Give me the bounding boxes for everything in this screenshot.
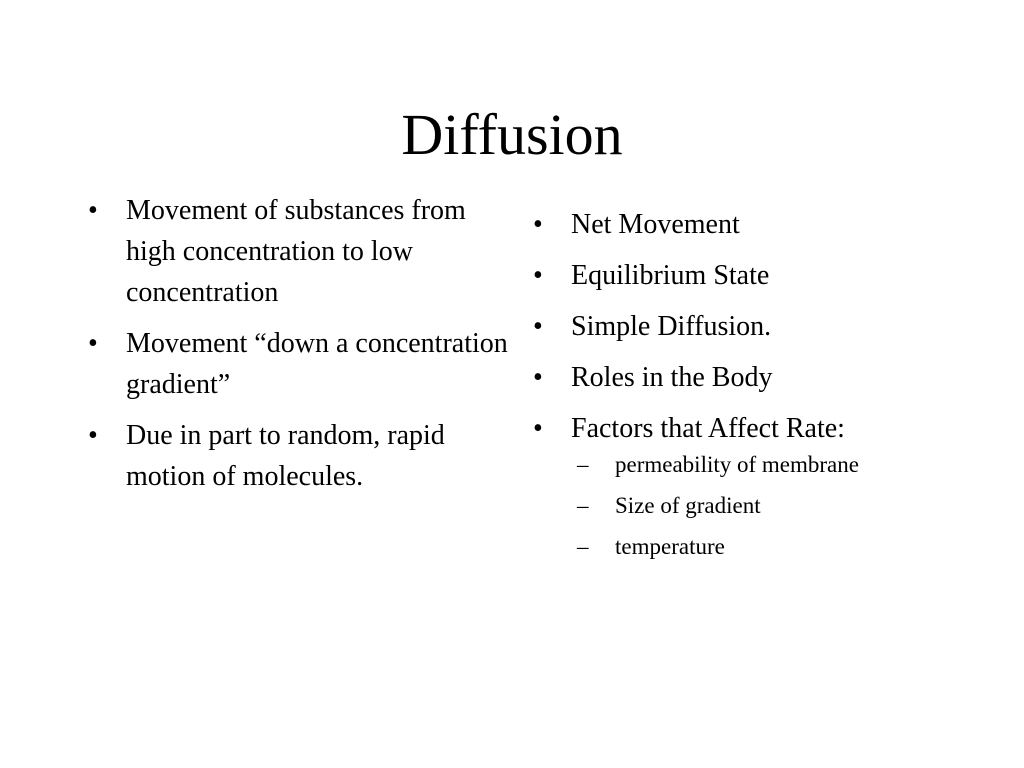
bullet-text: Movement of substances from high concentration to low concentration: [126, 195, 466, 308]
bullet-icon: •: [88, 328, 98, 359]
right-bullet-list: [527, 204, 967, 572]
bullet-icon: •: [533, 260, 543, 291]
bullet-icon: •: [533, 209, 543, 240]
list-item: [527, 306, 967, 347]
bullet-text: Roles in the Body: [571, 362, 773, 393]
dash-icon: –: [577, 534, 589, 559]
list-item: [82, 190, 512, 313]
bullet-text: Simple Diffusion.: [571, 311, 772, 342]
sub-list-item: [571, 490, 967, 521]
sub-bullet-text: Size of gradient: [615, 493, 761, 518]
bullet-text: Factors that Affect Rate:: [571, 413, 845, 444]
dash-icon: –: [577, 452, 589, 477]
dash-icon: –: [577, 493, 589, 518]
bullet-icon: •: [533, 362, 543, 393]
bullet-text: Net Movement: [571, 209, 740, 240]
sub-bullet-text: temperature: [615, 534, 725, 559]
sub-list-item: [571, 531, 967, 562]
sub-list-item: [571, 449, 967, 480]
slide-title: Diffusion: [401, 102, 623, 167]
bullet-text: Movement “down a concentration gradient”: [126, 328, 508, 400]
list-item: [527, 204, 967, 245]
sub-bullet-list: [571, 449, 967, 562]
list-item: [527, 255, 967, 296]
bullet-icon: •: [88, 195, 98, 226]
bullet-text: Equilibrium State: [571, 260, 770, 291]
bullet-icon: •: [533, 311, 543, 342]
list-item: [82, 415, 512, 497]
sub-bullet-text: permeability of membrane: [615, 452, 859, 477]
bullet-icon: •: [533, 413, 543, 444]
bullet-text: Due in part to random, rapid motion of molecules.: [126, 420, 445, 492]
bullet-icon: •: [88, 420, 98, 451]
list-item: [527, 408, 967, 562]
list-item: [527, 357, 967, 398]
left-bullet-list: [82, 190, 512, 507]
list-item: [82, 323, 512, 405]
